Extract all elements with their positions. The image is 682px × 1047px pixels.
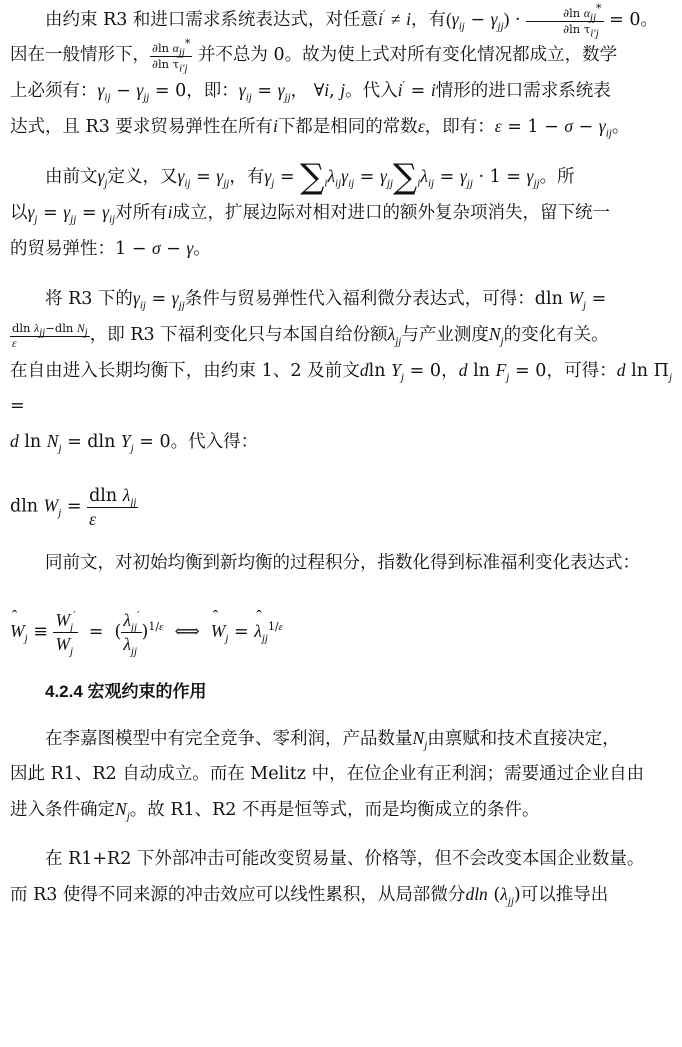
fraction: $\frac{\partial\ln \alpha_{jj}^*}{\partial\ln \tau_{i'j}}$	[152, 36, 191, 74]
fraction: $\frac{W_j'}{W_j}$	[55, 609, 76, 658]
fraction: $\frac{\partial\ln \alpha_{jj}^*}{\partial\ln \tau_{i'j}}$	[526, 6, 603, 36]
paragraph-2-line-3: 的贸易弹性：1 − σ − γ。	[10, 238, 211, 259]
fraction: $\frac{dln \lambda_{jj}-dln N_j}{\varepsilon}$	[12, 320, 88, 350]
paragraph-3: 将 R3 下的$\gamma_{ij} = \gamma_{jj}$条件与贸易弹性代入福利微分表达式，可得：dln $W_j$ =	[45, 288, 607, 312]
paragraph-5: 在李嘉图模型中有完全竞争、零利润，产品数量$N_j$由禀赋和技术直接决定，	[45, 728, 620, 752]
equation-welfare-differential: dln $W_j$ = $\frac{dln \lambda_{jj}}{\varepsilon}$	[10, 485, 137, 529]
paragraph-1-line-4: 达式，且 R3 要求贸易弹性在所有i下都是相同的常数ε，即有：$\varepsilon = 1 - \sigma - \gamma_{ij}$。	[10, 116, 630, 140]
paragraph-2-line-2: 以$\gamma_j = \gamma_{jj} = \gamma_{ij}$对所有i成立，扩展边际对相对进口的额外复杂项消失，留下统一	[10, 202, 610, 226]
paragraph-3-line-2: $\frac{dln \lambda_{jj}-dln N_j}{\varepsilon}$ ，即 R3 下福利变化只与本国自给份额$\lambda_{jj}$与产业测度$N_j$的变化有关。	[12, 320, 609, 350]
paragraph-1-line-2: 因在一般情形下， $\frac{\partial\ln \alpha_{jj}^*}{\partial\ln \tau_{i'j}}$ 并不总为 0。故为使上式对所有变化情况都成立，数学	[10, 36, 618, 74]
paragraph-6-line-2: 而 R3 使得不同来源的冲击效应可以线性累积，从局部微分dln $(\lambda_{jj})$可以推导出	[10, 884, 609, 908]
fraction: $\frac{dln \lambda_{jj}}{\varepsilon}$	[89, 485, 137, 529]
paragraph-3-line-4: d $\ln N_j = dln$ $Y_j = 0$。代入得：	[10, 431, 259, 455]
paragraph-2: 由前文$\gamma_j$定义，又$\gamma_{ij} = \gamma_{jj}$，有$\gamma_j = \sum_i\lambda_{ij}\gamma_{ij} = \gamma_{jj}\sum_i\lambda_{ij} = \gamma_{jj} \cdot 1 = \gamma_{jj}$。所	[45, 157, 575, 197]
paragraph-1: 由约束 R3 和进口需求系统表达式，对任意i′ ≠ i，有$(\gamma_{ij} - \gamma_{jj})$ · $\frac{\partial\ln \alpha_{jj}^*}{\partial\ln \tau_{i'j}}$ = 0。	[45, 1, 658, 39]
fraction: $\frac{\lambda_{jj}'}{\lambda_{jj}}$	[123, 609, 140, 658]
paragraph-5-line-3: 进入条件确定$N_j$。故 R1、R2 不再是恒等式，而是均衡成立的条件。	[10, 799, 540, 823]
paragraph-4: 同前文，对初始均衡到新均衡的过程积分，指数化得到标准福利变化表达式：	[45, 553, 640, 573]
paragraph-1-line-3: 上必须有：$\gamma_{ij} - \gamma_{jj} = 0$，即：$\gamma_{ij} = \gamma_{jj}$， ∀i, j。代入i′ = i情形的进口需求系统表	[10, 79, 611, 104]
paragraph-6: 在 R1+R2 下外部冲击可能改变贸易量、价格等，但不会改变本国企业数量。	[45, 849, 645, 869]
paragraph-3-line-3: 在自由进入长期均衡下，由约束 1、2 及前文dln $Y_j = 0$，d $\ln F_j = 0$，可得：d $\ln \Pi_j$ =	[10, 360, 672, 416]
section-heading: 4.2.4 宏观约束的作用	[45, 682, 207, 701]
equation-welfare-hat: ˆ $W_j$ ≡ $\frac{W_j'}{W_j}$ = ( $\frac{\lambda_{jj}'}{\lambda_{jj}}$ )$^{1/\varepsilon}$ ⟺ ˆ $W_j$ = ˆ $\lambda_{jj}^{1/\varepsilon}$	[10, 609, 672, 656]
paragraph-5-line-2: 因此 R1、R2 自动成立。而在 Melitz 中，在位企业有正利润；需要通过企业自由	[10, 764, 645, 784]
